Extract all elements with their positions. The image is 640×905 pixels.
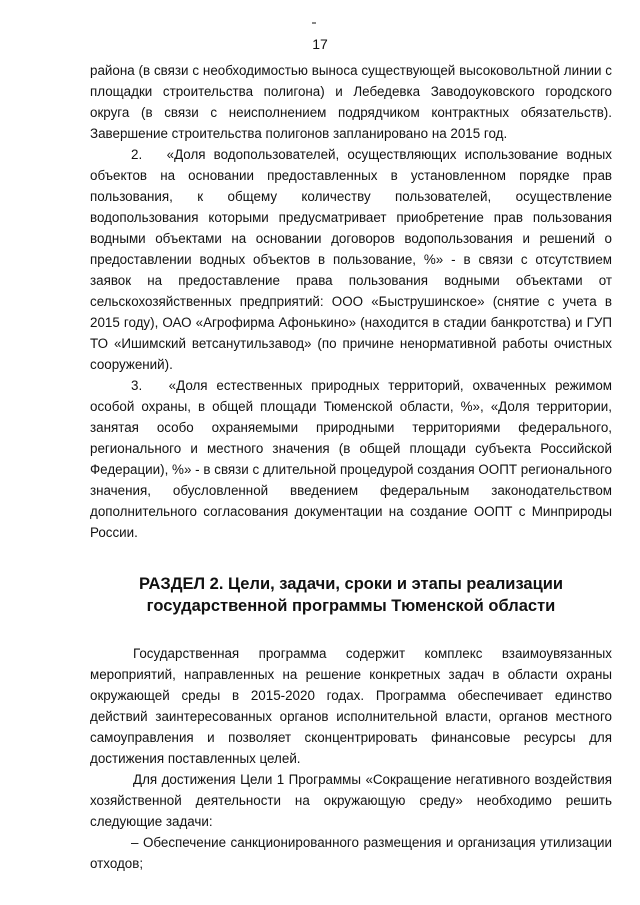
page-number: 17 bbox=[312, 36, 328, 52]
list-item-2 bbox=[90, 144, 612, 375]
list-item-3 bbox=[90, 375, 612, 543]
paragraph-program-overview: Государственная программа содержит комплекс взаимоувязанных мероприятий, направленных на решение конкретных задач в области охраны окружающей среды в 2015-2020 годах. Программа обеспечивает единство действий заинтересованных органов исполнительной власти, органов местного самоуправления и позволяет сконцентрировать финансовые ресурсы для достижения поставленных целей. bbox=[90, 646, 612, 766]
section-heading bbox=[90, 573, 612, 617]
scan-mark bbox=[312, 22, 316, 24]
section-title-line-2: государственной программы Тюменской области bbox=[146, 597, 556, 615]
task-item: – Обеспечение санкционированного размещения и организация утилизации отходов; bbox=[90, 835, 612, 871]
section-title-line-1: РАЗДЕЛ 2. Цели, задачи, сроки и этапы реализации bbox=[138, 575, 564, 593]
document-body bbox=[90, 60, 612, 874]
paragraph-goal-1: Для достижения Цели 1 Программы «Сокращение негативного воздействия хозяйственной деятельности на окружающую среду» необходимо решить следующие задачи: bbox=[90, 772, 612, 829]
paragraph-continuation: района (в связи с необходимостью выноса существующей высоковольтной линии с площадки строительства полигона) и Лебедевка Заводоуковского городского округа (в связи с неисполнением подрядчиком контрактных обязательств). Завершение строительства полигонов запланировано на 2015 год. bbox=[90, 63, 612, 141]
list-item-text: «Доля водопользователей, осуществляющих использование водных объектов на основании предоставленных в установленном порядке прав пользования, к общему количеству пользователей, осуществление водопользования которыми предусматривает приобретение прав пользования водными объектами на основании договоров водопользования и решений о предоставлении водных объектов в пользование, %» - в связи с отсутствием заявок на предоставление права пользования водными объектами от сельскохозяйственных предприятий: ООО «Быструшинское» (снятие с учета в 2015 году), ОАО «Агрофирма Афонькино» (находится в стадии банкротства) и ГУП ТО «Ишимский ветсанутильзавод» (по причине ненормативной работы очистных сооружений). bbox=[90, 147, 612, 372]
list-item-number: 2. bbox=[131, 147, 143, 162]
list-item-text: «Доля естественных природных территорий, охваченных режимом особой охраны, в общей площади Тюменской области, %», «Доля территории, занятая особо охраняемыми природными территориями федерального, регионального и местного значения (в общей площади субъекта Российской Федерации), %» - в связи с длительной процедурой создания ООПТ регионального значения, обусловленной введением федеральным законодательством дополнительного согласования документации на создание ООПТ с Минприроды России. bbox=[90, 378, 612, 540]
list-item-number: 3. bbox=[131, 378, 143, 393]
